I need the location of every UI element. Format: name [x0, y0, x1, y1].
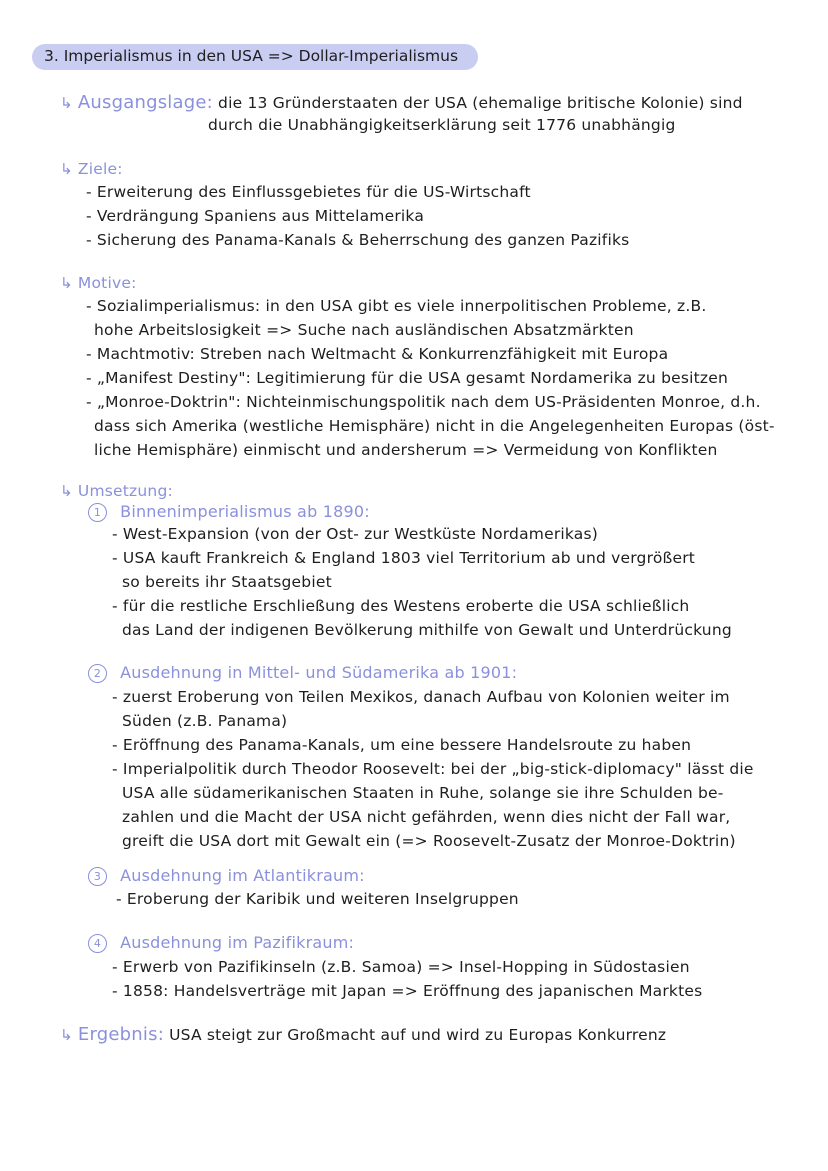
ausgangslage-row [60, 92, 743, 113]
ergebnis-label: Ergebnis: [77, 1024, 164, 1045]
page-title: 3. Imperialismus in den USA => Dollar-Imperialismus [44, 47, 459, 65]
section-2-line: - zuerst Eroberung von Teilen Mexikos, danach Aufbau von Kolonien weiter im [112, 688, 730, 706]
motive-label: Motive: [77, 274, 137, 292]
arrow-icon: ↳ [60, 274, 73, 292]
ziele-item: - Sicherung des Panama-Kanals & Beherrschung des ganzen Pazifiks [86, 231, 630, 249]
motive-line: - Sozialimperialismus: in den USA gibt es viele innerpolitischen Probleme, z.B. [86, 297, 707, 315]
motive-line: hohe Arbeitslosigkeit => Suche nach ausländischen Absatzmärkten [94, 321, 634, 339]
ausgangslage-label: Ausgangslage: [77, 92, 213, 113]
ziele-heading [60, 160, 123, 178]
number-1-icon: 1 [88, 503, 107, 522]
number-2-icon: 2 [88, 664, 107, 683]
section-3-line: - Eroberung der Karibik und weiteren Inselgruppen [116, 890, 519, 908]
arrow-icon: ↳ [60, 1026, 73, 1044]
section-4-line: - 1858: Handelsverträge mit Japan => Eröffnung des japanischen Marktes [112, 982, 703, 1000]
number-3-icon: 3 [88, 867, 107, 886]
section-2-line: greift die USA dort mit Gewalt ein (=> Roosevelt-Zusatz der Monroe-Doktrin) [122, 832, 736, 850]
ausgangslage-text-2: durch die Unabhängigkeitserklärung seit 1776 unabhängig [208, 116, 676, 134]
section-2-title: Ausdehnung in Mittel- und Südamerika ab 1901: [120, 663, 518, 682]
arrow-icon: ↳ [60, 160, 73, 178]
section-2-line: - Imperialpolitik durch Theodor Roosevelt: bei der „big-stick-diplomacy" lässt die [112, 760, 754, 778]
ziele-item: - Erweiterung des Einflussgebietes für die US-Wirtschaft [86, 183, 531, 201]
motive-line: - „Monroe-Doktrin": Nichteinmischungspolitik nach dem US-Präsidenten Monroe, d.h. [86, 393, 761, 411]
number-4-icon: 4 [88, 934, 107, 953]
section-4-line: - Erwerb von Pazifikinseln (z.B. Samoa) => Insel-Hopping in Südostasien [112, 958, 690, 976]
section-2-line: - Eröffnung des Panama-Kanals, um eine bessere Handelsroute zu haben [112, 736, 692, 754]
ergebnis-row [60, 1024, 666, 1045]
ausgangslage-text: die 13 Gründerstaaten der USA (ehemalige britische Kolonie) sind [218, 94, 743, 112]
section-2-line: Süden (z.B. Panama) [122, 712, 288, 730]
section-1-line: so bereits ihr Staatsgebiet [122, 573, 332, 591]
ziele-item: - Verdrängung Spaniens aus Mittelamerika [86, 207, 425, 225]
arrow-icon: ↳ [60, 94, 73, 112]
motive-heading [60, 274, 137, 292]
section-1-line: - USA kauft Frankreich & England 1803 viel Territorium ab und vergrößert [112, 549, 696, 567]
section-1-line: - für die restliche Erschließung des Westens eroberte die USA schließlich [112, 597, 690, 615]
section-1-title: Binnenimperialismus ab 1890: [120, 502, 370, 521]
section-4-title: Ausdehnung im Pazifikraum: [120, 933, 355, 952]
section-3-title: Ausdehnung im Atlantikraum: [120, 866, 365, 885]
section-1-line: das Land der indigenen Bevölkerung mithilfe von Gewalt und Unterdrückung [122, 621, 732, 639]
ziele-label: Ziele: [77, 160, 123, 178]
motive-line: - „Manifest Destiny": Legitimierung für die USA gesamt Nordamerika zu besitzen [86, 369, 729, 387]
ergebnis-text: USA steigt zur Großmacht auf und wird zu Europas Konkurrenz [169, 1026, 667, 1044]
motive-line: - Machtmotiv: Streben nach Weltmacht & Konkurrenzfähigkeit mit Europa [86, 345, 669, 363]
section-3-heading [88, 866, 365, 886]
section-4-heading [88, 933, 354, 953]
umsetzung-label: Umsetzung: [77, 482, 173, 500]
section-1-line: - West-Expansion (von der Ost- zur Westküste Nordamerikas) [112, 525, 599, 543]
arrow-icon: ↳ [60, 482, 73, 500]
section-2-line: USA alle südamerikanischen Staaten in Ruhe, solange sie ihre Schulden be- [122, 784, 724, 802]
section-2-line: zahlen und die Macht der USA nicht gefährden, wenn dies nicht der Fall war, [122, 808, 731, 826]
umsetzung-heading [60, 482, 173, 500]
section-2-heading [88, 663, 517, 683]
motive-line: dass sich Amerika (westliche Hemisphäre) nicht in die Angelegenheiten Europas (öst- [94, 417, 775, 435]
motive-line: liche Hemisphäre) einmischt und andersherum => Vermeidung von Konflikten [94, 441, 718, 459]
section-1-heading [88, 502, 370, 522]
